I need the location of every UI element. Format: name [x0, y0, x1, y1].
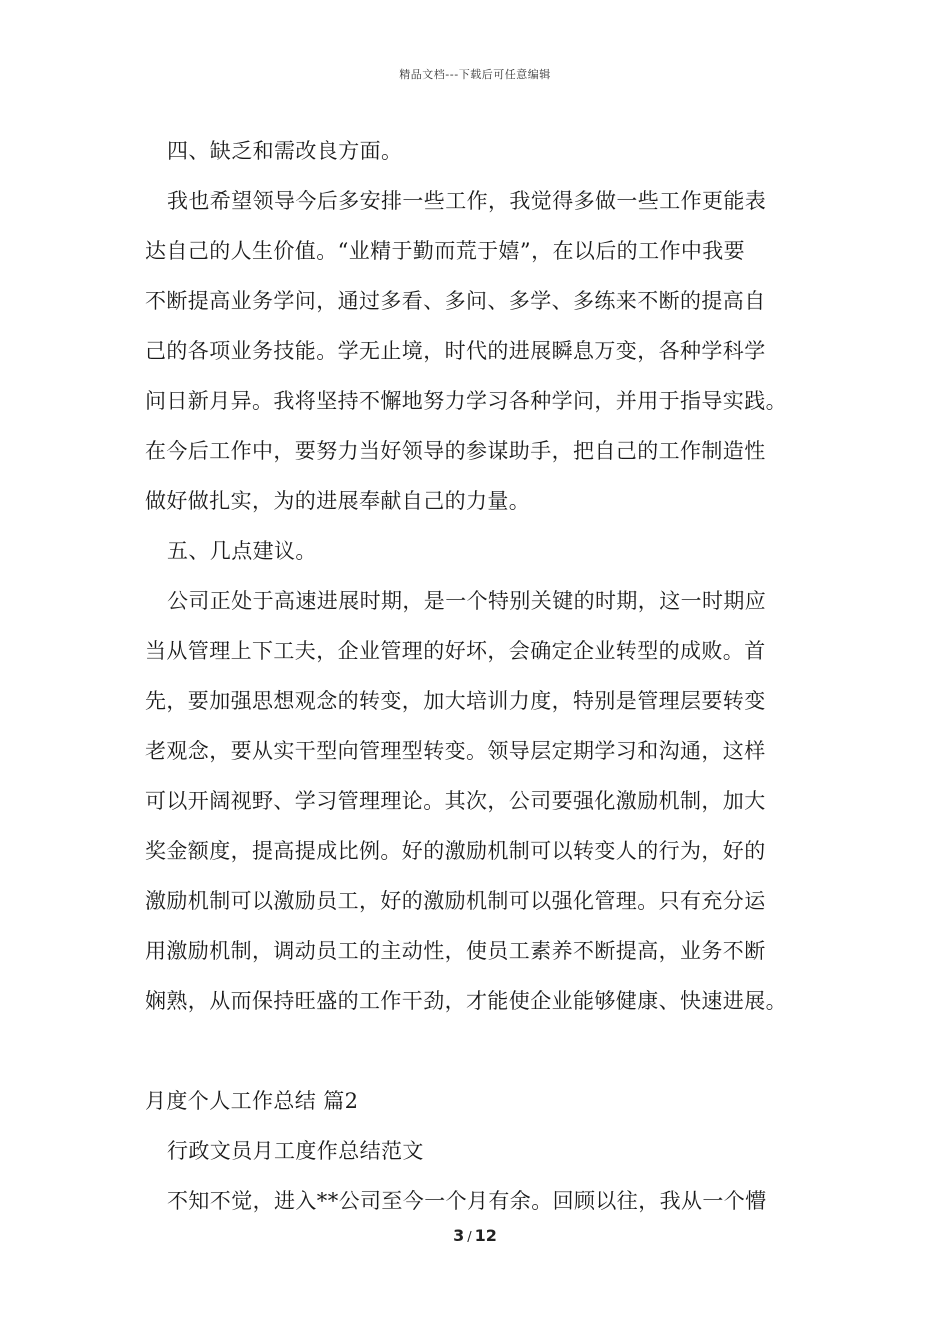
text-line: 我也希望领导今后多安排一些工作，我觉得多做一些工作更能表	[167, 189, 767, 213]
text-line: 公司正处于高速进展时期，是一个特别关键的时期，这一时期应	[167, 589, 767, 613]
text-line: 在今后工作中，要努力当好领导的参谋助手，把自己的工作制造性	[145, 439, 766, 463]
page-separator: /	[467, 1230, 472, 1245]
section-heading-5: 五、几点建议。	[167, 539, 317, 563]
text-line: 先，要加强思想观念的转变，加大培训力度，特别是管理层要转变	[145, 689, 766, 713]
article-subtitle: 行政文员月工度作总结范文	[167, 1139, 424, 1163]
text-line: 激励机制可以激励员工，好的激励机制可以强化管理。只有充分运	[145, 889, 766, 913]
article-title: 月度个人工作总结 篇2	[145, 1089, 359, 1113]
text-line: 己的各项业务技能。学无止境，时代的进展瞬息万变，各种学科学	[145, 339, 766, 363]
text-line: 当从管理上下工夫，企业管理的好坏，会确定企业转型的成败。首	[145, 639, 766, 663]
text-line: 用激励机制，调动员工的主动性，使员工素养不断提高，业务不断	[145, 939, 766, 963]
document-body	[145, 126, 815, 1226]
text-line: 不断提高业务学问，通过多看、多问、多学、多练来不断的提高自	[145, 289, 766, 313]
section-heading-4: 四、缺乏和需改良方面。	[167, 139, 403, 163]
paragraph-gap	[145, 1026, 815, 1076]
text-line: 老观念，要从实干型向管理型转变。领导层定期学习和沟通，这样	[145, 739, 766, 763]
text-line: 娴熟，从而保持旺盛的工作干劲，才能使企业能够健康、快速进展。	[145, 989, 787, 1013]
page-number	[0, 1226, 950, 1245]
text-line: 不知不觉，进入**公司至今一个月有余。回顾以往，我从一个懵	[167, 1189, 767, 1213]
paragraph-suggestions	[145, 576, 815, 1026]
total-pages: 12	[474, 1226, 497, 1245]
text-line: 达自己的人生价值。“业精于勤而荒于嬉”，在以后的工作中我要	[145, 239, 746, 263]
text-line: 可以开阔视野、学习管理理论。其次，公司要强化激励机制，加大	[145, 789, 766, 813]
text-line: 做好做扎实，为的进展奉献自己的力量。	[145, 489, 531, 513]
text-line: 问日新月异。我将坚持不懈地努力学习各种学问，并用于指导实践。	[145, 389, 787, 413]
current-page: 3	[453, 1226, 465, 1245]
paragraph-improvement	[145, 176, 815, 526]
page-header: 精品文档---下载后可任意编辑	[399, 68, 551, 81]
text-line: 奖金额度，提高提成比例。好的激励机制可以转变人的行为，好的	[145, 839, 766, 863]
